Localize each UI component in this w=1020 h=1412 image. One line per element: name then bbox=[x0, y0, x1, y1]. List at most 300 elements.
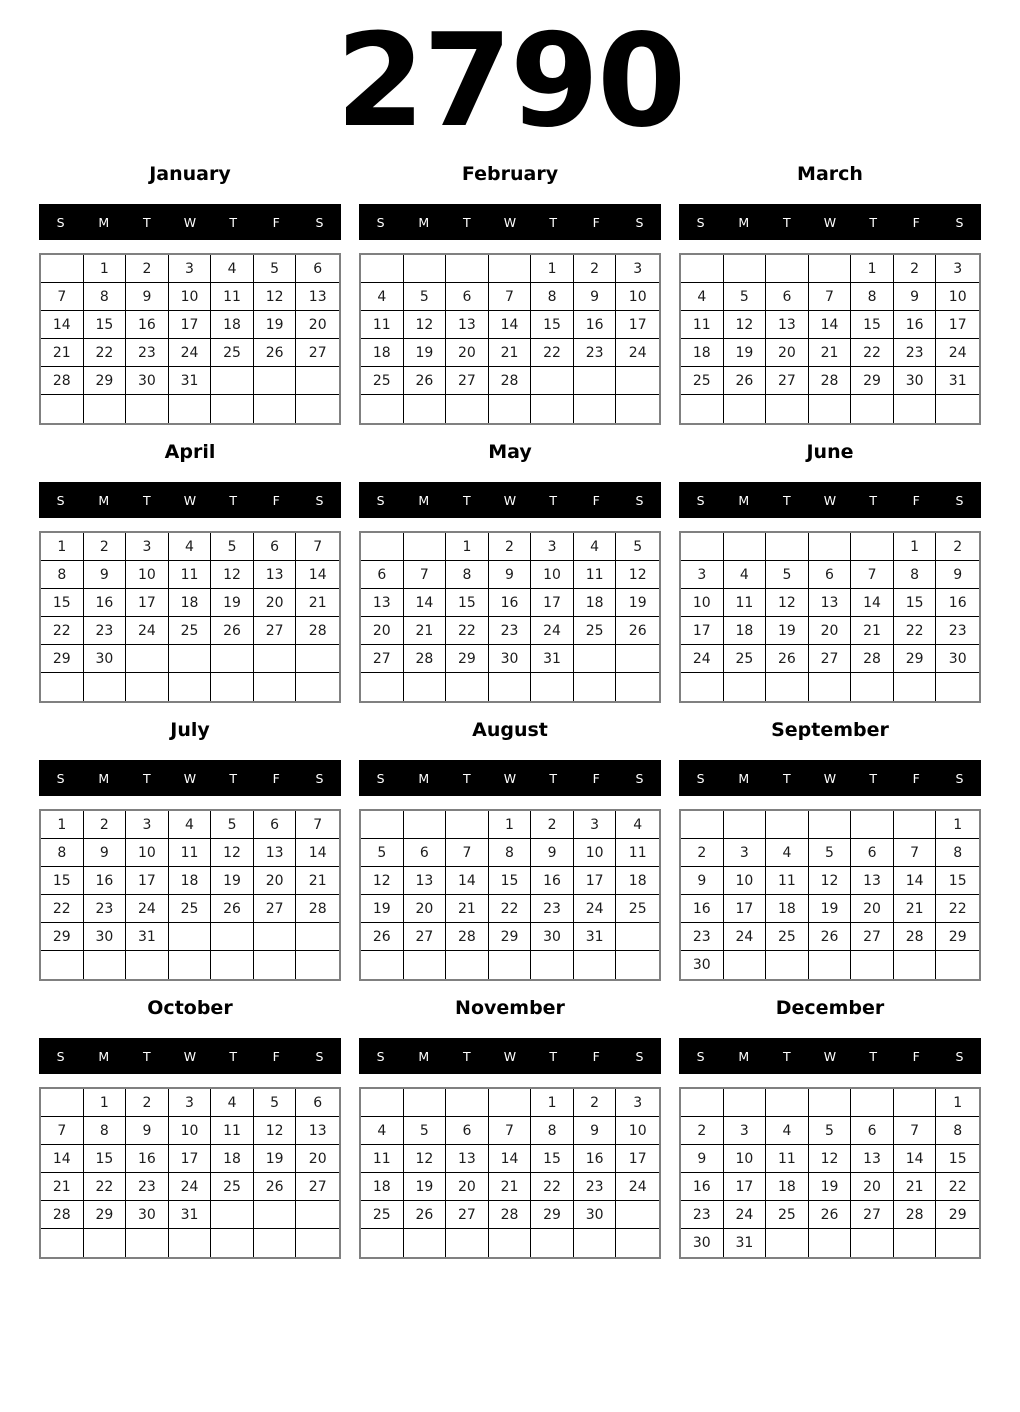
day-cell: 24 bbox=[126, 617, 169, 645]
day-cell: 24 bbox=[574, 895, 617, 923]
day-cell: 9 bbox=[936, 561, 979, 589]
day-cell: 21 bbox=[894, 1173, 937, 1201]
empty-day-cell bbox=[446, 811, 489, 839]
empty-day-cell bbox=[446, 951, 489, 979]
day-cell: 24 bbox=[936, 339, 979, 367]
day-cell: 31 bbox=[169, 1201, 212, 1229]
day-cell: 23 bbox=[126, 1173, 169, 1201]
day-cell: 11 bbox=[211, 283, 254, 311]
weeks-grid bbox=[39, 253, 341, 425]
day-of-week-label: M bbox=[738, 1048, 750, 1064]
months-grid bbox=[0, 163, 1020, 1259]
day-cell: 26 bbox=[766, 645, 809, 673]
day-cell: 3 bbox=[936, 255, 979, 283]
day-cell: 4 bbox=[211, 255, 254, 283]
day-of-week-label: S bbox=[635, 214, 644, 230]
empty-day-cell bbox=[531, 673, 574, 701]
day-cell: 10 bbox=[531, 561, 574, 589]
month-block bbox=[679, 163, 981, 425]
day-of-week-label: T bbox=[229, 770, 237, 786]
day-of-week-header bbox=[679, 204, 981, 240]
empty-day-cell bbox=[851, 673, 894, 701]
empty-day-cell bbox=[41, 255, 84, 283]
day-cell: 14 bbox=[894, 867, 937, 895]
day-cell: 28 bbox=[489, 367, 532, 395]
day-cell: 9 bbox=[574, 1117, 617, 1145]
day-cell: 17 bbox=[616, 311, 659, 339]
empty-day-cell bbox=[616, 673, 659, 701]
day-of-week-label: T bbox=[229, 1048, 237, 1064]
day-of-week-label: T bbox=[463, 492, 471, 508]
day-cell: 1 bbox=[894, 533, 937, 561]
empty-day-cell bbox=[851, 533, 894, 561]
day-cell: 27 bbox=[361, 645, 404, 673]
empty-day-cell bbox=[489, 673, 532, 701]
day-cell: 13 bbox=[361, 589, 404, 617]
day-cell: 26 bbox=[254, 1173, 297, 1201]
day-of-week-label: S bbox=[955, 492, 964, 508]
empty-day-cell bbox=[809, 395, 852, 423]
day-cell: 1 bbox=[84, 255, 127, 283]
day-cell: 30 bbox=[936, 645, 979, 673]
day-cell: 9 bbox=[84, 561, 127, 589]
day-cell: 15 bbox=[41, 589, 84, 617]
day-cell: 9 bbox=[681, 867, 724, 895]
day-cell: 15 bbox=[84, 1145, 127, 1173]
day-cell: 5 bbox=[616, 533, 659, 561]
empty-day-cell bbox=[296, 367, 339, 395]
day-cell: 18 bbox=[211, 1145, 254, 1173]
day-cell: 25 bbox=[169, 895, 212, 923]
weeks-grid bbox=[39, 809, 341, 981]
day-cell: 23 bbox=[84, 617, 127, 645]
day-cell: 28 bbox=[41, 367, 84, 395]
month-block bbox=[39, 441, 341, 703]
empty-day-cell bbox=[361, 1089, 404, 1117]
day-of-week-label: W bbox=[503, 492, 517, 508]
day-cell: 6 bbox=[361, 561, 404, 589]
day-cell: 8 bbox=[851, 283, 894, 311]
day-cell: 3 bbox=[531, 533, 574, 561]
day-cell: 26 bbox=[404, 1201, 447, 1229]
day-cell: 27 bbox=[766, 367, 809, 395]
day-cell: 24 bbox=[724, 1201, 767, 1229]
day-cell: 28 bbox=[851, 645, 894, 673]
day-of-week-label: T bbox=[869, 492, 877, 508]
weeks-grid bbox=[359, 809, 661, 981]
day-of-week-label: S bbox=[955, 1048, 964, 1064]
day-cell: 30 bbox=[531, 923, 574, 951]
day-cell: 20 bbox=[254, 867, 297, 895]
day-cell: 28 bbox=[489, 1201, 532, 1229]
day-cell: 2 bbox=[489, 533, 532, 561]
day-cell: 16 bbox=[681, 1173, 724, 1201]
empty-day-cell bbox=[41, 1229, 84, 1257]
day-cell: 22 bbox=[84, 1173, 127, 1201]
day-cell: 25 bbox=[211, 1173, 254, 1201]
day-cell: 16 bbox=[84, 867, 127, 895]
day-of-week-label: W bbox=[823, 770, 837, 786]
day-cell: 28 bbox=[404, 645, 447, 673]
day-cell: 3 bbox=[126, 811, 169, 839]
empty-day-cell bbox=[681, 533, 724, 561]
empty-day-cell bbox=[211, 367, 254, 395]
day-cell: 27 bbox=[254, 895, 297, 923]
day-cell: 20 bbox=[809, 617, 852, 645]
day-cell: 19 bbox=[254, 1145, 297, 1173]
day-cell: 4 bbox=[574, 533, 617, 561]
empty-day-cell bbox=[766, 533, 809, 561]
day-of-week-label: M bbox=[418, 770, 430, 786]
day-cell: 1 bbox=[531, 255, 574, 283]
day-cell: 3 bbox=[169, 255, 212, 283]
day-of-week-label: S bbox=[376, 492, 385, 508]
day-cell: 20 bbox=[851, 895, 894, 923]
empty-day-cell bbox=[361, 255, 404, 283]
empty-day-cell bbox=[404, 811, 447, 839]
day-cell: 18 bbox=[766, 895, 809, 923]
month-block bbox=[359, 997, 661, 1259]
day-cell: 17 bbox=[724, 895, 767, 923]
empty-day-cell bbox=[211, 1201, 254, 1229]
day-cell: 10 bbox=[574, 839, 617, 867]
empty-day-cell bbox=[724, 533, 767, 561]
day-cell: 15 bbox=[936, 1145, 979, 1173]
empty-day-cell bbox=[616, 1229, 659, 1257]
day-of-week-label: M bbox=[738, 214, 750, 230]
day-cell: 13 bbox=[446, 311, 489, 339]
day-cell: 16 bbox=[936, 589, 979, 617]
empty-day-cell bbox=[531, 951, 574, 979]
day-cell: 13 bbox=[254, 561, 297, 589]
day-cell: 12 bbox=[254, 283, 297, 311]
empty-day-cell bbox=[894, 811, 937, 839]
day-cell: 25 bbox=[211, 339, 254, 367]
day-cell: 9 bbox=[531, 839, 574, 867]
day-cell: 31 bbox=[936, 367, 979, 395]
empty-day-cell bbox=[724, 1089, 767, 1117]
empty-day-cell bbox=[404, 1229, 447, 1257]
empty-day-cell bbox=[724, 951, 767, 979]
day-cell: 15 bbox=[84, 311, 127, 339]
day-of-week-header bbox=[679, 760, 981, 796]
day-cell: 26 bbox=[616, 617, 659, 645]
day-cell: 16 bbox=[489, 589, 532, 617]
day-cell: 10 bbox=[681, 589, 724, 617]
day-cell: 19 bbox=[616, 589, 659, 617]
day-of-week-label: M bbox=[418, 1048, 430, 1064]
day-cell: 12 bbox=[254, 1117, 297, 1145]
day-of-week-label: T bbox=[143, 492, 151, 508]
day-cell: 20 bbox=[404, 895, 447, 923]
day-of-week-label: F bbox=[912, 214, 920, 230]
day-of-week-label: S bbox=[56, 214, 65, 230]
day-cell: 5 bbox=[809, 1117, 852, 1145]
day-of-week-label: T bbox=[463, 214, 471, 230]
day-of-week-label: M bbox=[418, 492, 430, 508]
day-cell: 24 bbox=[681, 645, 724, 673]
day-of-week-header bbox=[679, 482, 981, 518]
day-cell: 20 bbox=[766, 339, 809, 367]
day-of-week-label: S bbox=[696, 492, 705, 508]
empty-day-cell bbox=[404, 1089, 447, 1117]
day-cell: 11 bbox=[574, 561, 617, 589]
empty-day-cell bbox=[936, 395, 979, 423]
weeks-grid bbox=[359, 253, 661, 425]
day-cell: 26 bbox=[361, 923, 404, 951]
day-of-week-header bbox=[39, 482, 341, 518]
day-cell: 20 bbox=[254, 589, 297, 617]
empty-day-cell bbox=[851, 395, 894, 423]
empty-day-cell bbox=[766, 1089, 809, 1117]
day-cell: 3 bbox=[574, 811, 617, 839]
day-cell: 25 bbox=[681, 367, 724, 395]
day-cell: 8 bbox=[531, 1117, 574, 1145]
day-of-week-label: S bbox=[315, 214, 324, 230]
day-cell: 6 bbox=[851, 839, 894, 867]
day-cell: 14 bbox=[489, 311, 532, 339]
empty-day-cell bbox=[404, 533, 447, 561]
empty-day-cell bbox=[169, 923, 212, 951]
empty-day-cell bbox=[169, 1229, 212, 1257]
day-cell: 26 bbox=[809, 1201, 852, 1229]
empty-day-cell bbox=[489, 1089, 532, 1117]
day-cell: 6 bbox=[809, 561, 852, 589]
empty-day-cell bbox=[809, 533, 852, 561]
day-cell: 23 bbox=[681, 923, 724, 951]
day-cell: 1 bbox=[84, 1089, 127, 1117]
day-cell: 21 bbox=[851, 617, 894, 645]
empty-day-cell bbox=[616, 923, 659, 951]
day-cell: 29 bbox=[936, 923, 979, 951]
day-cell: 16 bbox=[126, 311, 169, 339]
empty-day-cell bbox=[361, 1229, 404, 1257]
day-cell: 8 bbox=[489, 839, 532, 867]
month-title: December bbox=[775, 997, 885, 1020]
day-cell: 14 bbox=[296, 839, 339, 867]
empty-day-cell bbox=[361, 951, 404, 979]
empty-day-cell bbox=[296, 951, 339, 979]
weeks-grid bbox=[679, 809, 981, 981]
day-cell: 1 bbox=[41, 533, 84, 561]
day-cell: 7 bbox=[446, 839, 489, 867]
day-of-week-label: M bbox=[738, 770, 750, 786]
day-cell: 29 bbox=[84, 1201, 127, 1229]
day-of-week-label: S bbox=[56, 1048, 65, 1064]
month-title: February bbox=[461, 163, 559, 186]
day-cell: 17 bbox=[724, 1173, 767, 1201]
empty-day-cell bbox=[211, 645, 254, 673]
day-cell: 7 bbox=[809, 283, 852, 311]
day-of-week-label: T bbox=[549, 214, 557, 230]
day-of-week-label: T bbox=[783, 1048, 791, 1064]
month-title: September bbox=[771, 719, 889, 742]
day-cell: 18 bbox=[766, 1173, 809, 1201]
day-cell: 30 bbox=[84, 645, 127, 673]
day-cell: 13 bbox=[851, 1145, 894, 1173]
day-cell: 23 bbox=[489, 617, 532, 645]
empty-day-cell bbox=[404, 951, 447, 979]
day-of-week-label: T bbox=[229, 214, 237, 230]
day-cell: 7 bbox=[851, 561, 894, 589]
empty-day-cell bbox=[809, 255, 852, 283]
empty-day-cell bbox=[936, 1229, 979, 1257]
day-cell: 14 bbox=[894, 1145, 937, 1173]
day-cell: 18 bbox=[574, 589, 617, 617]
empty-day-cell bbox=[254, 951, 297, 979]
day-cell: 24 bbox=[531, 617, 574, 645]
day-cell: 29 bbox=[851, 367, 894, 395]
day-cell: 2 bbox=[126, 255, 169, 283]
empty-day-cell bbox=[211, 951, 254, 979]
day-cell: 29 bbox=[41, 923, 84, 951]
empty-day-cell bbox=[169, 951, 212, 979]
day-of-week-label: S bbox=[56, 770, 65, 786]
day-cell: 6 bbox=[296, 255, 339, 283]
day-cell: 15 bbox=[446, 589, 489, 617]
empty-day-cell bbox=[296, 645, 339, 673]
day-cell: 11 bbox=[766, 1145, 809, 1173]
empty-day-cell bbox=[894, 395, 937, 423]
day-cell: 17 bbox=[126, 589, 169, 617]
day-cell: 22 bbox=[851, 339, 894, 367]
empty-day-cell bbox=[681, 255, 724, 283]
day-cell: 24 bbox=[169, 339, 212, 367]
day-cell: 7 bbox=[41, 1117, 84, 1145]
day-cell: 18 bbox=[361, 1173, 404, 1201]
day-cell: 1 bbox=[41, 811, 84, 839]
day-cell: 23 bbox=[574, 339, 617, 367]
day-cell: 4 bbox=[766, 1117, 809, 1145]
day-cell: 12 bbox=[404, 311, 447, 339]
day-of-week-label: F bbox=[592, 1048, 600, 1064]
month-title: November bbox=[455, 997, 565, 1020]
day-cell: 16 bbox=[894, 311, 937, 339]
day-of-week-label: W bbox=[183, 214, 197, 230]
day-of-week-header bbox=[39, 760, 341, 796]
day-cell: 28 bbox=[809, 367, 852, 395]
empty-day-cell bbox=[126, 951, 169, 979]
day-of-week-label: F bbox=[272, 492, 280, 508]
day-cell: 11 bbox=[616, 839, 659, 867]
empty-day-cell bbox=[894, 1229, 937, 1257]
day-cell: 14 bbox=[489, 1145, 532, 1173]
day-of-week-label: M bbox=[98, 1048, 110, 1064]
day-cell: 8 bbox=[84, 1117, 127, 1145]
day-cell: 23 bbox=[531, 895, 574, 923]
empty-day-cell bbox=[446, 673, 489, 701]
day-cell: 24 bbox=[724, 923, 767, 951]
day-cell: 30 bbox=[84, 923, 127, 951]
day-cell: 14 bbox=[296, 561, 339, 589]
empty-day-cell bbox=[361, 673, 404, 701]
day-cell: 5 bbox=[404, 283, 447, 311]
day-of-week-label: W bbox=[183, 492, 197, 508]
day-of-week-label: S bbox=[376, 1048, 385, 1064]
month-block bbox=[359, 441, 661, 703]
day-cell: 15 bbox=[531, 311, 574, 339]
empty-day-cell bbox=[681, 1089, 724, 1117]
empty-day-cell bbox=[169, 395, 212, 423]
day-cell: 12 bbox=[724, 311, 767, 339]
empty-day-cell bbox=[574, 645, 617, 673]
day-cell: 14 bbox=[851, 589, 894, 617]
day-cell: 4 bbox=[681, 283, 724, 311]
day-of-week-label: M bbox=[98, 770, 110, 786]
empty-day-cell bbox=[84, 951, 127, 979]
day-cell: 8 bbox=[936, 1117, 979, 1145]
day-cell: 18 bbox=[169, 867, 212, 895]
empty-day-cell bbox=[361, 395, 404, 423]
day-of-week-label: W bbox=[503, 1048, 517, 1064]
day-cell: 14 bbox=[41, 1145, 84, 1173]
day-cell: 7 bbox=[894, 839, 937, 867]
empty-day-cell bbox=[211, 395, 254, 423]
weeks-grid bbox=[39, 531, 341, 703]
day-of-week-label: W bbox=[183, 770, 197, 786]
empty-day-cell bbox=[361, 811, 404, 839]
day-cell: 12 bbox=[766, 589, 809, 617]
day-of-week-label: T bbox=[869, 214, 877, 230]
day-cell: 12 bbox=[616, 561, 659, 589]
empty-day-cell bbox=[574, 1229, 617, 1257]
empty-day-cell bbox=[126, 1229, 169, 1257]
empty-day-cell bbox=[724, 395, 767, 423]
day-cell: 27 bbox=[809, 645, 852, 673]
empty-day-cell bbox=[681, 811, 724, 839]
day-cell: 31 bbox=[724, 1229, 767, 1257]
day-cell: 14 bbox=[809, 311, 852, 339]
day-of-week-label: F bbox=[592, 770, 600, 786]
day-cell: 20 bbox=[296, 1145, 339, 1173]
day-cell: 19 bbox=[254, 311, 297, 339]
empty-day-cell bbox=[254, 367, 297, 395]
day-cell: 9 bbox=[894, 283, 937, 311]
day-of-week-label: T bbox=[549, 492, 557, 508]
empty-day-cell bbox=[84, 673, 127, 701]
empty-day-cell bbox=[84, 1229, 127, 1257]
day-of-week-label: F bbox=[592, 492, 600, 508]
empty-day-cell bbox=[809, 1229, 852, 1257]
day-cell: 12 bbox=[809, 1145, 852, 1173]
day-cell: 16 bbox=[574, 1145, 617, 1173]
empty-day-cell bbox=[211, 1229, 254, 1257]
day-cell: 4 bbox=[724, 561, 767, 589]
day-cell: 1 bbox=[489, 811, 532, 839]
day-cell: 3 bbox=[616, 1089, 659, 1117]
empty-day-cell bbox=[446, 395, 489, 423]
day-cell: 7 bbox=[41, 283, 84, 311]
day-cell: 1 bbox=[531, 1089, 574, 1117]
day-cell: 12 bbox=[361, 867, 404, 895]
empty-day-cell bbox=[851, 1089, 894, 1117]
empty-day-cell bbox=[489, 951, 532, 979]
empty-day-cell bbox=[574, 395, 617, 423]
day-of-week-label: W bbox=[823, 214, 837, 230]
month-title: June bbox=[806, 441, 854, 464]
day-cell: 18 bbox=[681, 339, 724, 367]
day-cell: 21 bbox=[404, 617, 447, 645]
day-cell: 5 bbox=[211, 811, 254, 839]
day-cell: 15 bbox=[531, 1145, 574, 1173]
empty-day-cell bbox=[724, 255, 767, 283]
day-cell: 13 bbox=[296, 1117, 339, 1145]
day-cell: 2 bbox=[574, 255, 617, 283]
day-of-week-label: T bbox=[549, 1048, 557, 1064]
empty-day-cell bbox=[126, 673, 169, 701]
day-of-week-label: S bbox=[635, 770, 644, 786]
empty-day-cell bbox=[446, 1229, 489, 1257]
